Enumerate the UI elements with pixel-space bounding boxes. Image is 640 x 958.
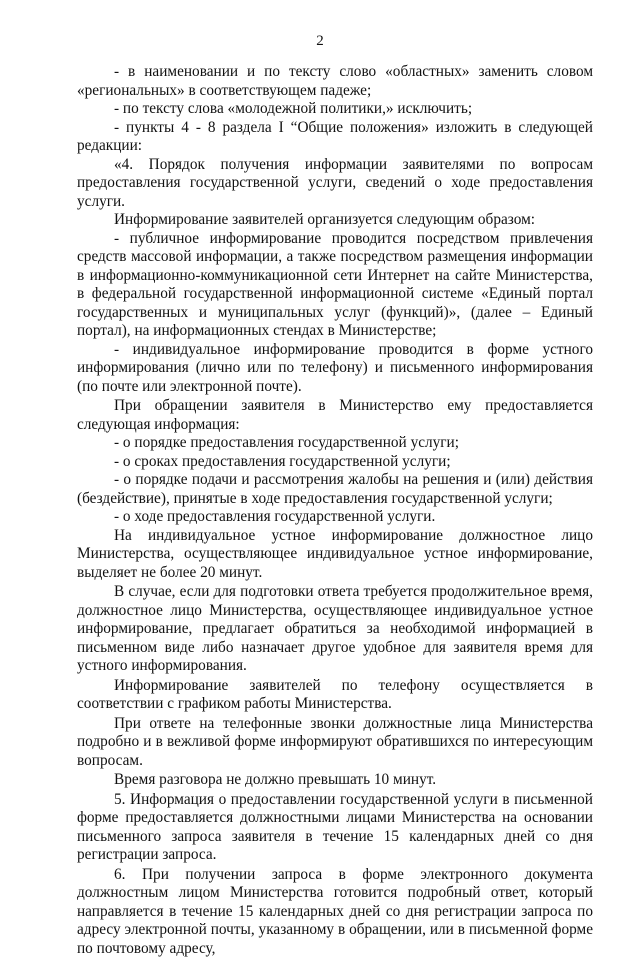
paragraph: При обращении заявителя в Министерство ему предоставляется следующая информация: xyxy=(77,397,593,434)
paragraph: Информирование заявителей по телефону осуществляется в соответствии с графиком работы Министерства. xyxy=(77,677,593,714)
paragraph: Информирование заявителей организуется следующим образом: xyxy=(77,211,593,230)
paragraph: - в наименовании и по тексту слово «областных» заменить словом «региональных» в соответствующем падеже; xyxy=(77,63,593,100)
paragraph: В случае, если для подготовки ответа требуется продолжительное время, должностное лицо Министерства, осуществляющее индивидуальное устное информирование, предлагает обратиться за необходимой информацией в письменном виде либо назначает другое удобное для заявителя время для устного информирования. xyxy=(77,583,593,676)
paragraph: - публичное информирование проводится посредством привлечения средств массовой информации, а также посредством размещения информации в информационно-коммуникационной сети Интернет на сайте Министерства, в федеральной государственной информационной системе «Единый портал государственных и муниципальных услуг (функций)», (далее – Единый портал), на информационных стендах в Министерстве; xyxy=(77,230,593,341)
paragraph: При ответе на телефонные звонки должностные лица Министерства подробно и в вежливой форме информируют обратившихся по интересующим вопросам. xyxy=(77,715,593,771)
paragraph: - индивидуальное информирование проводится в форме устного информирования (лично или по телефону) и письменного информирования (по почте или электронной почте). xyxy=(77,341,593,397)
list-item: - о сроках предоставления государственной услуги; xyxy=(77,453,593,472)
paragraph: «4. Порядок получения информации заявителями по вопросам предоставления государственной услуги, сведений о ходе предоставления услуги. xyxy=(77,156,593,212)
paragraph: - по тексту слова «молодежной политики,» исключить; xyxy=(77,100,593,119)
document-body xyxy=(77,63,593,958)
paragraph: 6. При получении запроса в форме электронного документа должностным лицом Министерства готовится подробный ответ, который направляется в течение 15 календарных дней со дня регистрации запроса по адресу электронной почты, указанному в обращении, или в письменной форме по почтовому адресу, xyxy=(77,866,593,958)
paragraph: На индивидуальное устное информирование должностное лицо Министерства, осуществляющее индивидуальное устное информирование, выделяет не более 20 минут. xyxy=(77,527,593,583)
paragraph: 5. Информация о предоставлении государственной услуги в письменной форме предоставляется должностными лицами Министерства на основании письменного запроса заявителя в течение 15 календарных дней со дня регистрации запроса. xyxy=(77,791,593,865)
page-number: 2 xyxy=(0,33,640,50)
list-item: - о ходе предоставления государственной услуги. xyxy=(77,508,593,527)
list-item: - о порядке предоставления государственной услуги; xyxy=(77,434,593,453)
paragraph: - пункты 4 - 8 раздела I “Общие положения» изложить в следующей редакции: xyxy=(77,119,593,156)
list-item: - о порядке подачи и рассмотрения жалобы на решения и (или) действия (бездействие), принятые в ходе предоставления государственной услуги; xyxy=(77,471,593,508)
paragraph: Время разговора не должно превышать 10 минут. xyxy=(77,771,593,790)
